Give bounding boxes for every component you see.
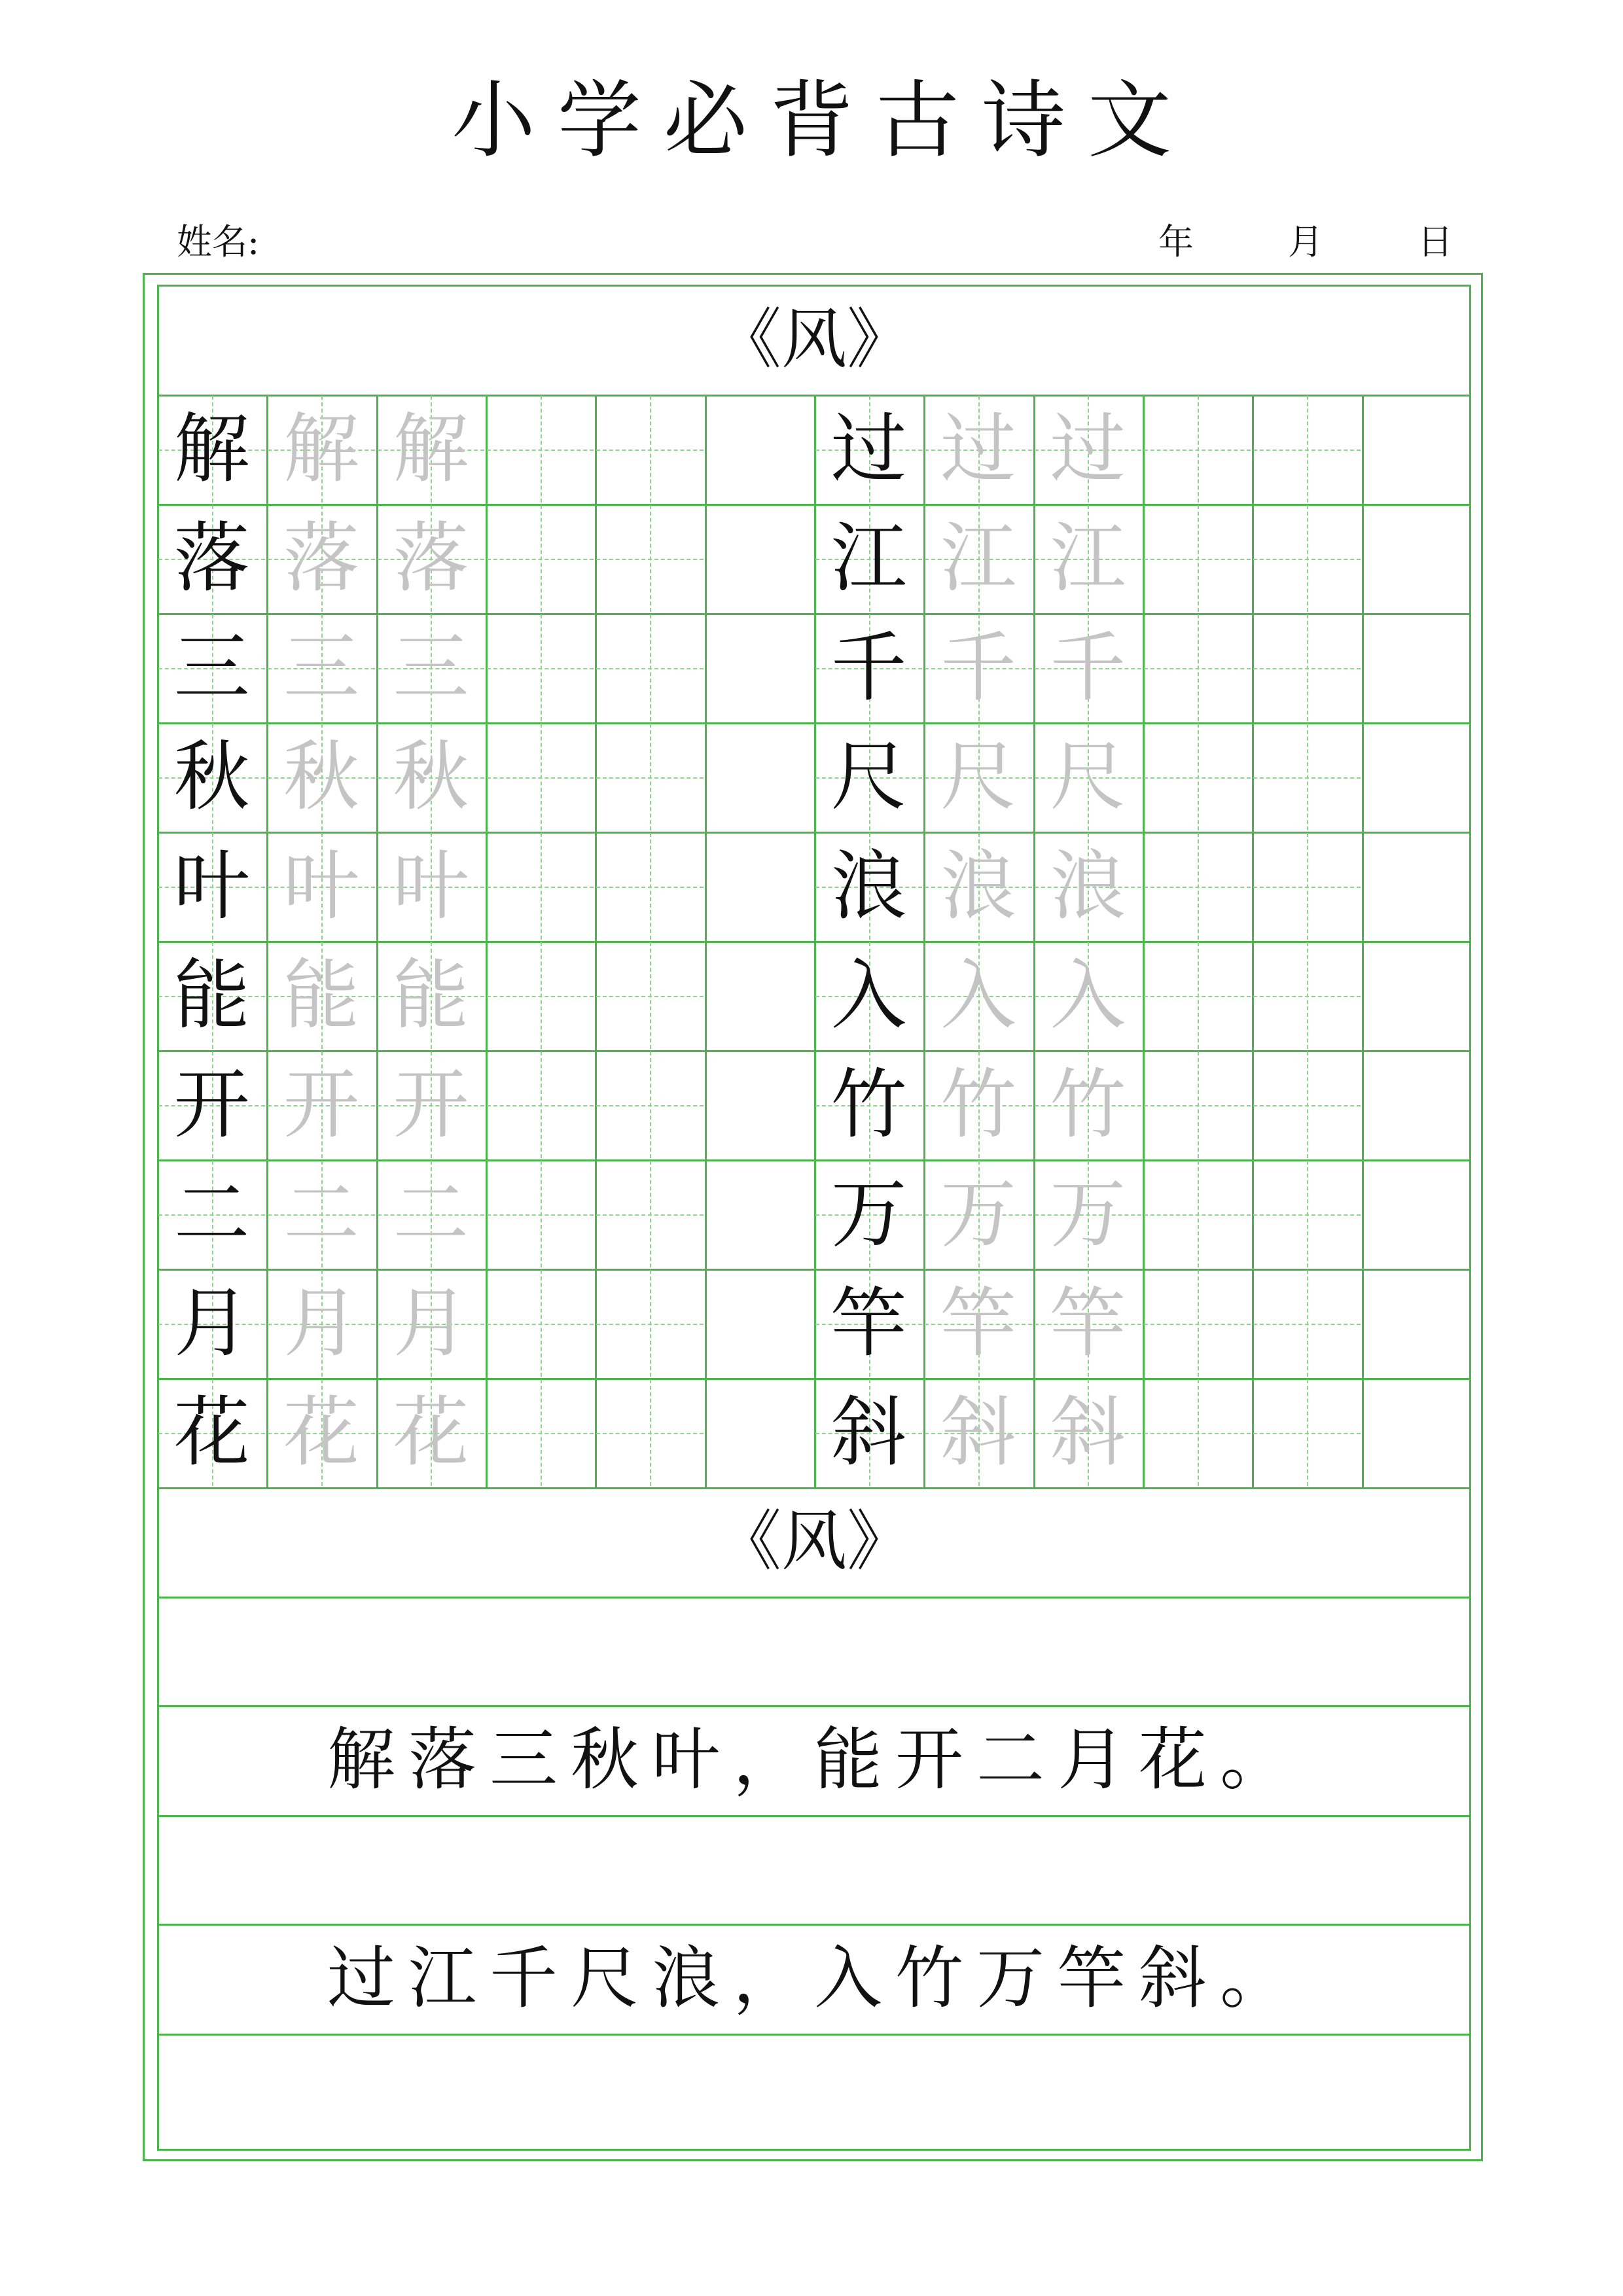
model-character: 浪	[830, 842, 907, 930]
guide-vertical	[1198, 1161, 1199, 1267]
trace-character: 万	[1050, 1170, 1126, 1258]
guide-vertical	[1307, 1051, 1308, 1158]
model-character: 二	[173, 1170, 250, 1258]
trace-character: 千	[1050, 624, 1126, 712]
guide-vertical	[650, 505, 651, 612]
model-character: 月	[173, 1279, 250, 1368]
guide-vertical	[541, 1161, 542, 1267]
guide-vertical	[650, 833, 651, 940]
trace-character: 落	[283, 514, 359, 603]
grid-column-line	[1362, 395, 1364, 1487]
trace-character: 浪	[940, 842, 1016, 930]
verse-line-1: 解落三秋叶，能开二月花。	[327, 1720, 1301, 1799]
model-character: 江	[830, 514, 907, 603]
guide-vertical	[541, 614, 542, 721]
trace-character: 秋	[393, 733, 469, 821]
trace-character: 江	[1050, 514, 1126, 603]
trace-character: 尺	[940, 733, 1016, 821]
guide-vertical	[1307, 396, 1308, 503]
copy-title: 《风》	[716, 1503, 912, 1580]
trace-character: 入	[940, 951, 1016, 1040]
trace-character: 解	[393, 405, 469, 493]
trace-character: 花	[393, 1388, 469, 1477]
guide-vertical	[1198, 942, 1199, 1049]
guide-vertical	[1198, 396, 1199, 503]
trace-character: 月	[283, 1279, 359, 1368]
model-character: 千	[830, 624, 907, 712]
verse-line-2: 过江千尺浪，入竹万竿斜。	[327, 1938, 1301, 2018]
model-character: 竿	[830, 1279, 907, 1368]
date-day-label: 日	[1418, 221, 1453, 262]
guide-vertical	[541, 1270, 542, 1377]
trace-character: 万	[940, 1170, 1016, 1258]
trace-character: 能	[283, 951, 359, 1040]
trace-character: 斜	[1050, 1388, 1126, 1477]
guide-vertical	[1198, 1051, 1199, 1158]
guide-vertical	[541, 1379, 542, 1486]
guide-vertical	[650, 942, 651, 1049]
guide-vertical	[541, 505, 542, 612]
trace-character: 三	[283, 624, 359, 712]
guide-vertical	[650, 1161, 651, 1267]
guide-vertical	[1307, 1270, 1308, 1377]
model-character: 秋	[173, 733, 250, 821]
trace-character: 叶	[283, 842, 359, 930]
trace-character: 开	[393, 1061, 469, 1149]
writing-line	[157, 1815, 1471, 1817]
trace-character: 尺	[1050, 733, 1126, 821]
trace-character: 竿	[940, 1279, 1016, 1368]
trace-character: 落	[393, 514, 469, 603]
grid-column-line	[705, 395, 707, 1487]
guide-vertical	[1307, 505, 1308, 612]
guide-vertical	[650, 724, 651, 830]
guide-vertical	[1198, 724, 1199, 830]
guide-vertical	[1198, 833, 1199, 940]
guide-vertical	[541, 724, 542, 830]
trace-character: 月	[393, 1279, 469, 1368]
model-character: 解	[173, 405, 250, 493]
trace-character: 二	[393, 1170, 469, 1258]
trace-character: 竹	[940, 1061, 1016, 1149]
trace-character: 竿	[1050, 1279, 1126, 1368]
model-character: 叶	[173, 842, 250, 930]
guide-vertical	[1198, 1379, 1199, 1486]
trace-character: 过	[1050, 405, 1126, 493]
model-character: 过	[830, 405, 907, 493]
writing-line	[157, 1924, 1471, 1926]
guide-vertical	[541, 942, 542, 1049]
model-character: 能	[173, 951, 250, 1040]
trace-character: 能	[393, 951, 469, 1040]
guide-vertical	[1198, 1270, 1199, 1377]
trace-character: 入	[1050, 951, 1126, 1040]
name-label: 姓名:	[177, 221, 260, 262]
guide-vertical	[650, 614, 651, 721]
guide-vertical	[650, 396, 651, 503]
trace-character: 叶	[393, 842, 469, 930]
model-character: 落	[173, 514, 250, 603]
model-character: 开	[173, 1061, 250, 1149]
trace-character: 江	[940, 514, 1016, 603]
writing-line	[157, 2034, 1471, 2036]
guide-vertical	[541, 833, 542, 940]
writing-line	[157, 1705, 1471, 1707]
guide-vertical	[1307, 833, 1308, 940]
writing-line	[157, 1597, 1471, 1598]
trace-character: 千	[940, 624, 1016, 712]
trace-character: 三	[393, 624, 469, 712]
guide-vertical	[1307, 1379, 1308, 1486]
guide-vertical	[1307, 942, 1308, 1049]
guide-vertical	[1198, 505, 1199, 612]
date-year-label: 年	[1158, 221, 1194, 262]
guide-vertical	[1307, 724, 1308, 830]
practice-title: 《风》	[716, 301, 912, 378]
model-character: 入	[830, 951, 907, 1040]
trace-character: 开	[283, 1061, 359, 1149]
trace-character: 花	[283, 1388, 359, 1477]
guide-vertical	[650, 1379, 651, 1486]
trace-character: 解	[283, 405, 359, 493]
trace-character: 斜	[940, 1388, 1016, 1477]
guide-vertical	[1307, 614, 1308, 721]
guide-vertical	[1307, 1161, 1308, 1267]
model-character: 尺	[830, 733, 907, 821]
model-character: 三	[173, 624, 250, 712]
guide-vertical	[650, 1051, 651, 1158]
guide-vertical	[1198, 614, 1199, 721]
model-character: 斜	[830, 1388, 907, 1477]
trace-character: 二	[283, 1170, 359, 1258]
trace-character: 秋	[283, 733, 359, 821]
date-month-label: 月	[1288, 221, 1323, 262]
model-character: 万	[830, 1170, 907, 1258]
page-title: 小学必背古诗文	[451, 72, 1194, 169]
trace-character: 浪	[1050, 842, 1126, 930]
guide-vertical	[541, 396, 542, 503]
trace-character: 过	[940, 405, 1016, 493]
trace-character: 竹	[1050, 1061, 1126, 1149]
model-character: 花	[173, 1388, 250, 1477]
model-character: 竹	[830, 1061, 907, 1149]
guide-vertical	[650, 1270, 651, 1377]
guide-vertical	[541, 1051, 542, 1158]
